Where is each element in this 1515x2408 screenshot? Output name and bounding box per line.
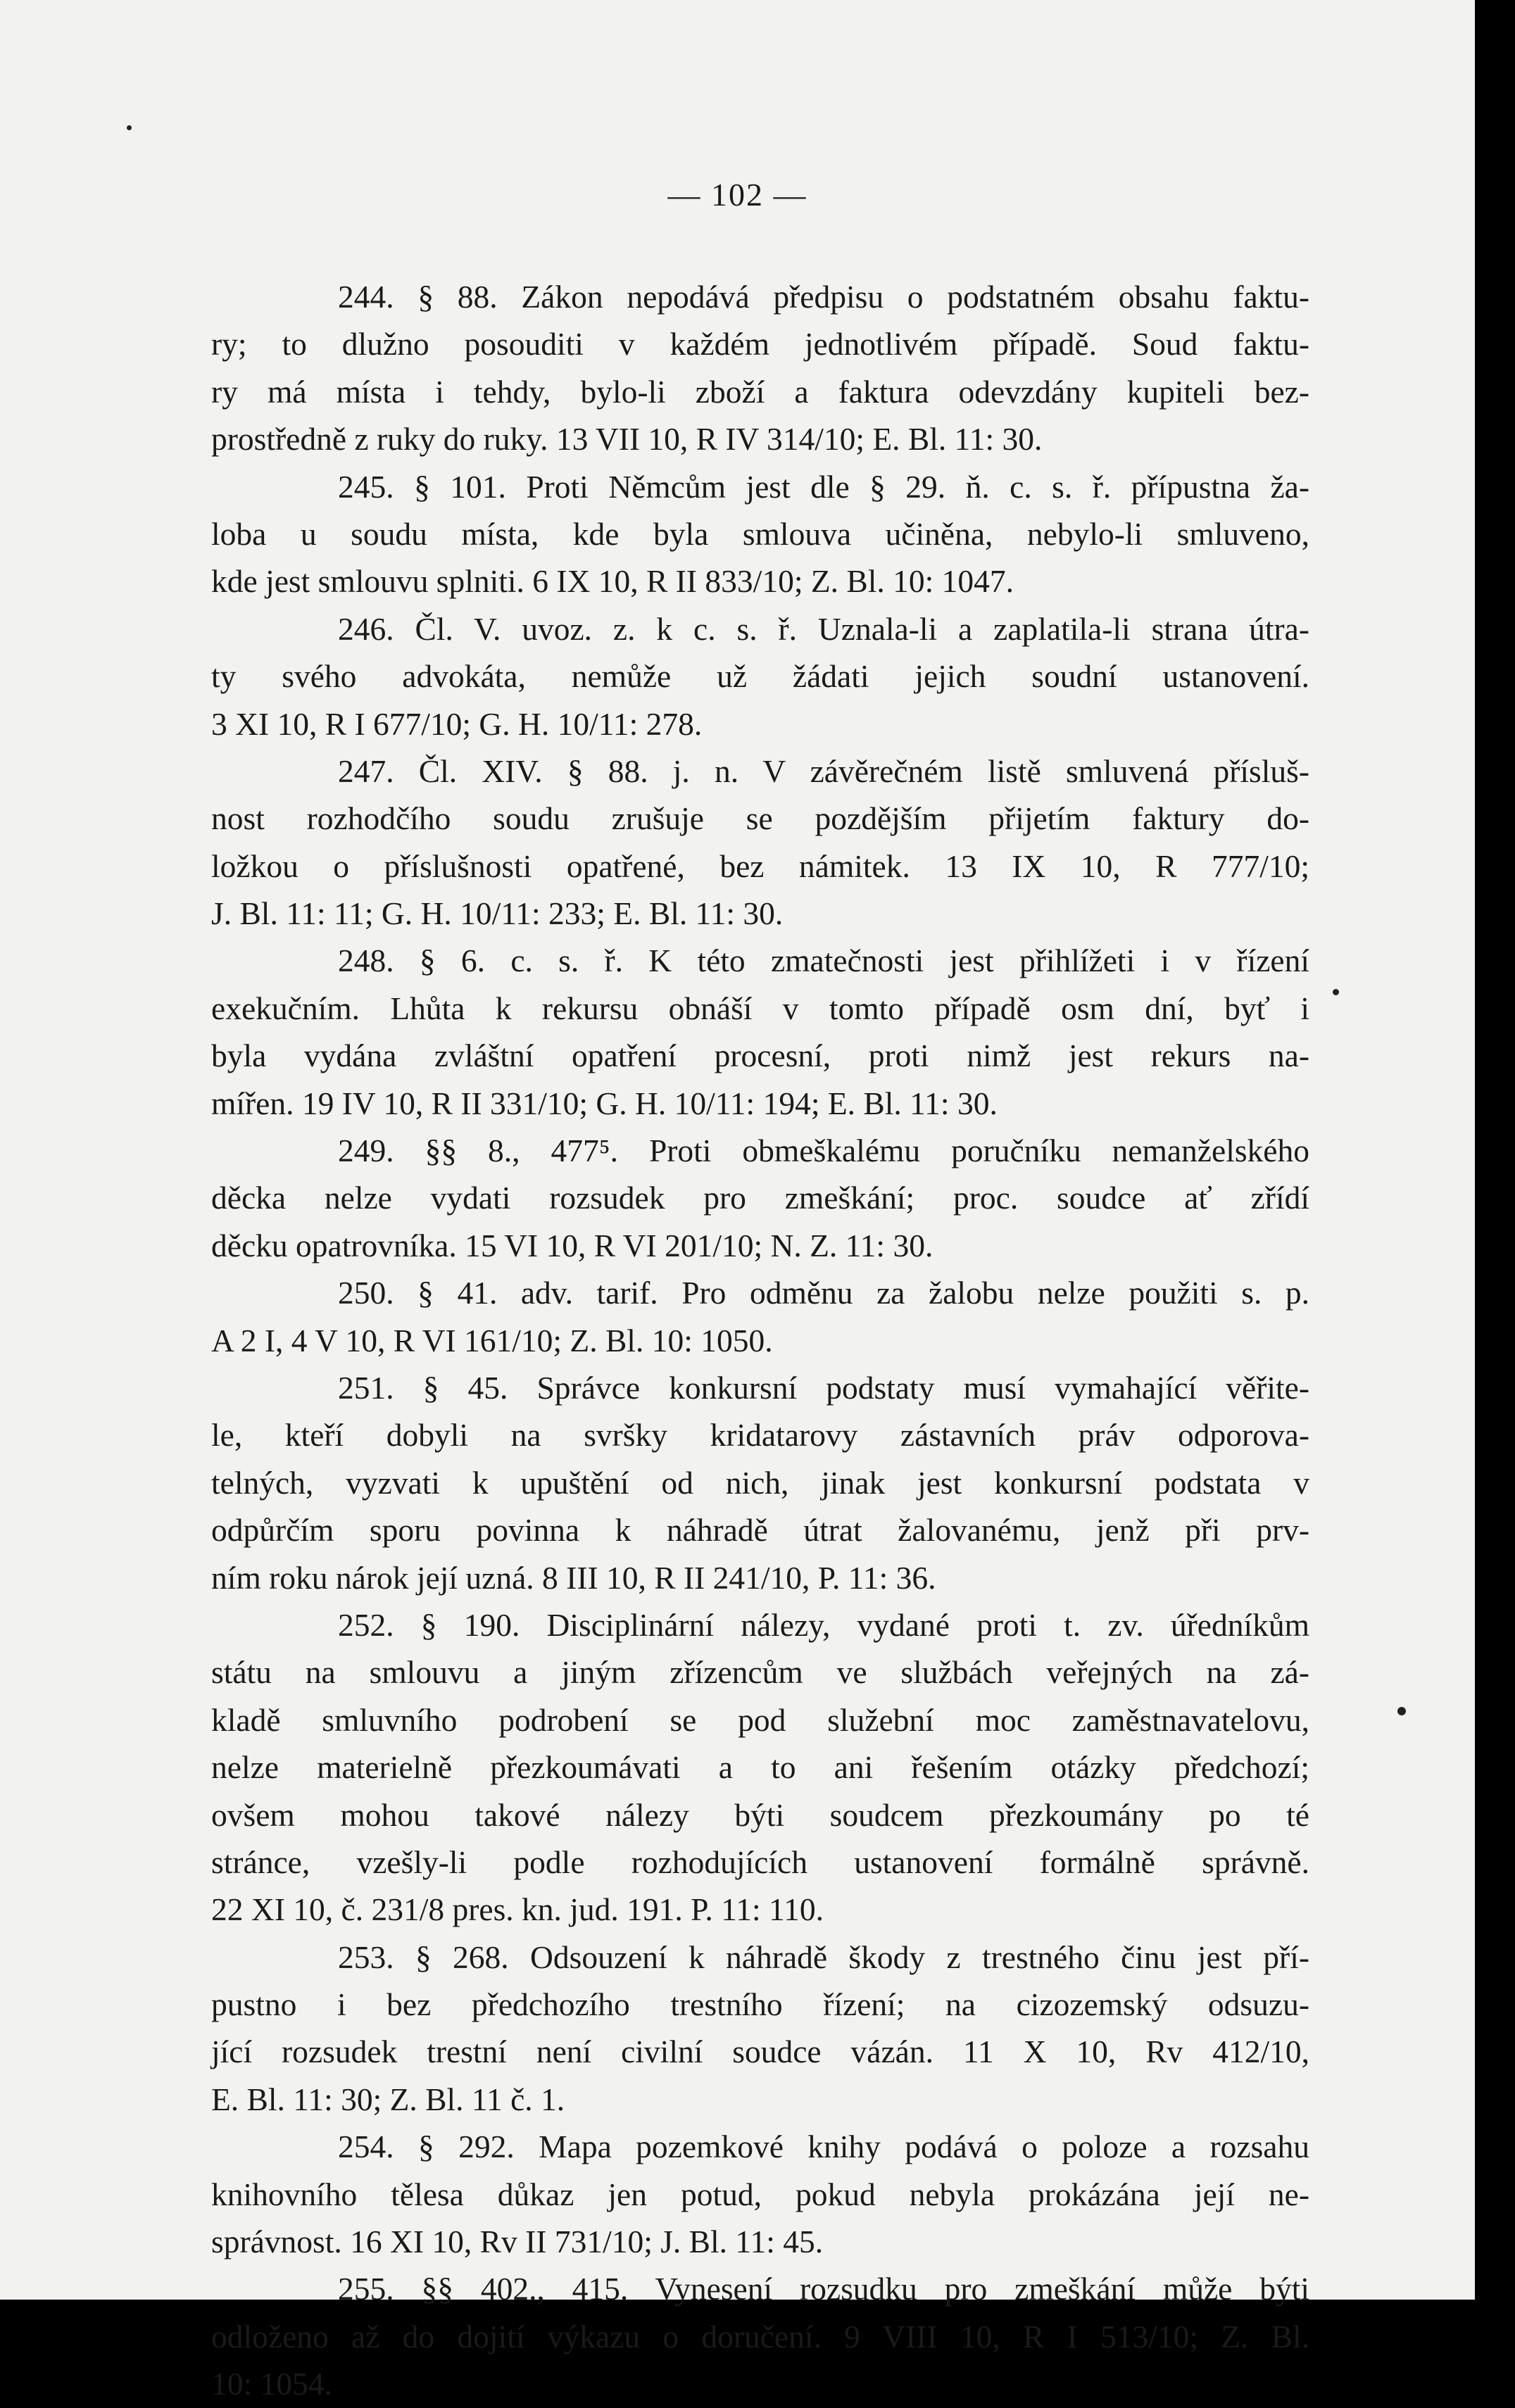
text-line: 22 XI 10, č. 231/8 pres. kn. jud. 191. P. 11: 110. — [211, 1891, 824, 1928]
text-line: 3 XI 10, R I 677/10; G. H. 10/11: 278. — [211, 705, 703, 742]
text-line: prostředně z ruky do ruky. 13 VII 10, R IV 314/10; E. Bl. 11: 30. — [211, 421, 1043, 458]
text-line: 250. § 41. adv. tarif. Pro odměnu za žalobu nelze použiti s. p. — [338, 1275, 1309, 1311]
text-line: správnost. 16 XI 10, Rv II 731/10; J. Bl. 11: 45. — [211, 2224, 824, 2260]
text-line: jící rozsudek trestní není civilní soudce vázán. 11 X 10, Rv 412/10, — [211, 2034, 1309, 2070]
text-line: telných, vyzvati k upuštění od nich, jinak jest konkursní podstata v — [211, 1464, 1309, 1501]
text-line: 253. § 268. Odsouzení k náhradě škody z trestného činu jest pří- — [338, 1939, 1309, 1975]
text-line: státu na smlouvu a jiným zřízencům ve službách veřejných na zá- — [211, 1654, 1309, 1691]
text-line: J. Bl. 11: 11; G. H. 10/11: 233; E. Bl. 11: 30. — [211, 895, 784, 932]
text-line: děcka nelze vydati rozsudek pro zmeškání; proc. soudce ať zřídí — [211, 1180, 1309, 1216]
text-line: byla vydána zvláštní opatření procesní, proti nimž jest rekurs na- — [211, 1038, 1309, 1074]
text-line: ovšem mohou takové nálezy býti soudcem přezkoumány po té — [211, 1796, 1309, 1833]
text-line: 248. § 6. c. s. ř. K této zmatečnosti jest přihlížeti i v řízení — [338, 943, 1309, 979]
text-line: ním roku nárok její uzná. 8 III 10, R II 241/10, P. 11: 36. — [211, 1559, 936, 1596]
text-line: 10: 1054. — [211, 2366, 332, 2402]
text-line: nelze materielně přezkoumávati a to ani řešením otázky předchozí; — [211, 1749, 1309, 1786]
text-line: 245. § 101. Proti Němcům jest dle § 29. ň. c. s. ř. přípustna ža- — [338, 468, 1309, 505]
text-line: knihovního tělesa důkaz jen potud, pokud nebyla prokázána její ne- — [211, 2176, 1309, 2212]
speck-mark — [1333, 989, 1339, 995]
text-line: kde jest smlouvu splniti. 6 IX 10, R II 833/10; Z. Bl. 10: 1047. — [211, 563, 1014, 600]
text-line: ložkou o příslušnosti opatřené, bez námitek. 13 IX 10, R 777/10; — [211, 847, 1309, 884]
text-line: kladě smluvního podrobení se pod služební moc zaměstnavatelovu, — [211, 1701, 1309, 1738]
text-line: mířen. 19 IV 10, R II 331/10; G. H. 10/11: 194; E. Bl. 11: 30. — [211, 1085, 998, 1121]
text-line: 246. Čl. V. uvoz. z. k c. s. ř. Uznala-li a zaplatila-li strana útra- — [338, 610, 1309, 647]
text-line: 244. § 88. Zákon nepodává předpisu o podstatném obsahu faktu- — [338, 279, 1309, 315]
text-line: 252. § 190. Disciplinární nálezy, vydané proti t. zv. úředníkům — [338, 1606, 1309, 1643]
text-line: loba u soudu místa, kde byla smlouva učiněna, nebylo-li smluveno, — [211, 515, 1309, 552]
text-line: děcku opatrovníka. 15 VI 10, R VI 201/10; N. Z. 11: 30. — [211, 1227, 933, 1263]
text-line: 254. § 292. Mapa pozemkové knihy podává o poloze a rozsahu — [338, 2129, 1309, 2165]
text-line: A 2 I, 4 V 10, R VI 161/10; Z. Bl. 10: 1050. — [211, 1322, 773, 1359]
text-line: pustno i bez předchozího trestního řízení; na cizozemský odsuzu- — [211, 1986, 1309, 2023]
body-text — [211, 273, 1309, 2408]
speck-mark — [1397, 1707, 1406, 1715]
page-number: — 102 — — [667, 177, 807, 213]
text-line: 255. §§ 402., 415. Vynesení rozsudku pro zmeškání může býti — [338, 2271, 1309, 2307]
text-line: 251. § 45. Správce konkursní podstaty musí vymahající věřite- — [338, 1369, 1309, 1406]
text-line: nost rozhodčího soudu zrušuje se pozdějším přijetím faktury do- — [211, 800, 1309, 837]
text-line: 249. §§ 8., 477⁵. Proti obmeškalému poručníku nemanželského — [338, 1133, 1309, 1169]
text-line: ry; to dlužno posouditi v každém jednotlivém případě. Soud faktu- — [211, 326, 1309, 363]
text-line: stránce, vzešly-li podle rozhodujících ustanovení formálně správně. — [211, 1843, 1309, 1880]
text-line: le, kteří dobyli na svršky kridatarovy zástavních práv odporova- — [211, 1417, 1309, 1454]
text-line: odpůrčím sporu povinna k náhradě útrat žalovanému, jenž při prv- — [211, 1512, 1309, 1549]
text-line: ty svého advokáta, nemůže už žádati jejich soudní ustanovení. — [211, 658, 1309, 695]
text-line: exekučním. Lhůta k rekursu obnáší v tomto případě osm dní, byť i — [211, 990, 1309, 1026]
text-line: 247. Čl. XIV. § 88. j. n. V závěrečném listě smluvená přísluš- — [338, 752, 1309, 789]
speck-mark — [127, 125, 132, 130]
text-line: odloženo až do dojití výkazu o doručení. 9 VIII 10, R I 513/10; Z. Bl. — [211, 2318, 1309, 2355]
text-line: ry má místa i tehdy, bylo-li zboží a faktura odevzdány kupiteli bez- — [211, 373, 1309, 410]
text-line: E. Bl. 11: 30; Z. Bl. 11 č. 1. — [211, 2081, 565, 2117]
